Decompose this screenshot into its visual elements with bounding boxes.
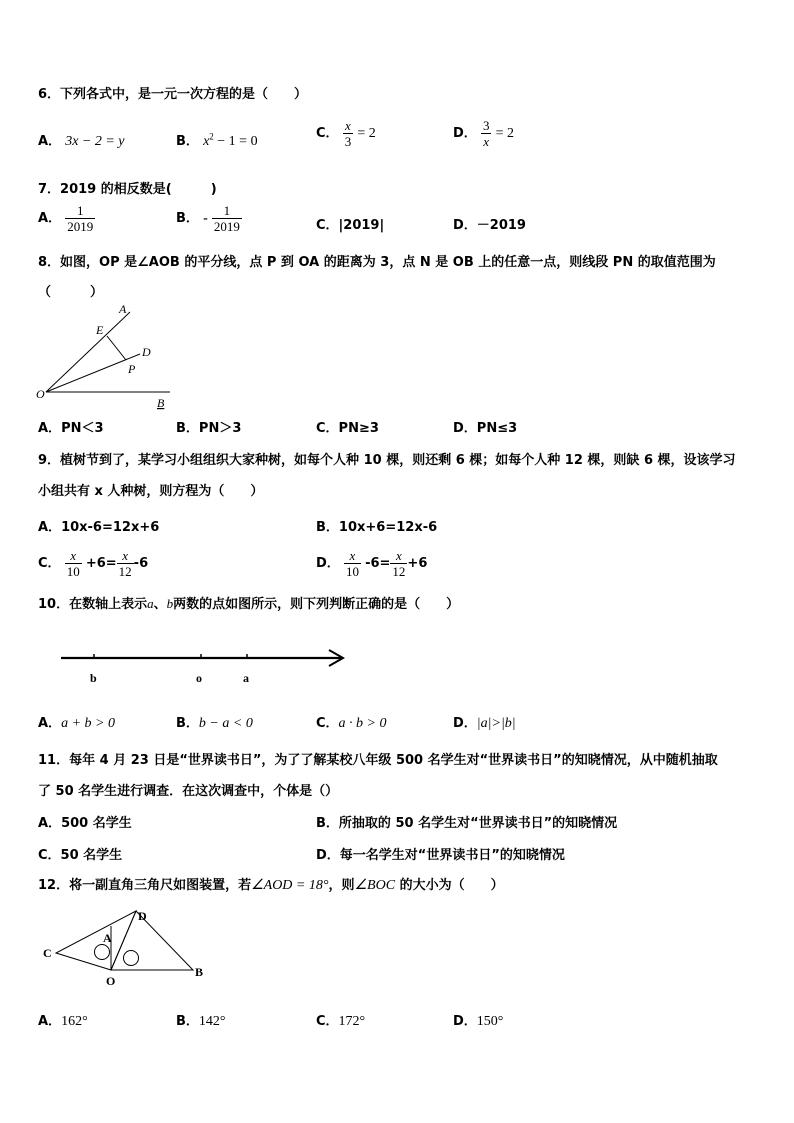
equation-mid: +6= [85, 556, 117, 571]
q6-stem: 6．下列各式中，是一元一次方程的是（ ） [38, 87, 308, 102]
equation-rest: − 1 = 0 [213, 134, 258, 149]
q7-option-a[interactable] [38, 203, 95, 234]
q8-stem: 8．如图，OP 是∠AOB 的平分线，点 P 到 OA 的距离为 3，点 N 是 OB 上的任意一点，则线段 PN 的取值范围为 [38, 255, 716, 270]
q7-option-b[interactable] [176, 203, 242, 234]
q10-option-d[interactable] [453, 712, 516, 732]
q8-option-b[interactable] [176, 417, 241, 436]
q7-option-d[interactable] [453, 214, 526, 233]
var-b: b [166, 596, 174, 611]
option-label: D． [316, 556, 340, 571]
q12-option-a[interactable] [38, 1010, 88, 1030]
q9-option-a[interactable] [38, 516, 159, 535]
target-angle: ∠BOC [354, 878, 396, 893]
fraction: $\frac{x}{12}$ [392, 548, 406, 579]
option-label: A． [38, 211, 62, 226]
stem-text: 两数的点如图所示，则下列判断正确的是（ ） [173, 597, 460, 612]
option-text: PN≥3 [338, 421, 379, 436]
option-label: A． [38, 1014, 62, 1029]
equation-tail: +6 [407, 556, 428, 571]
option-label: A． [38, 520, 62, 535]
q9-option-d[interactable] [316, 548, 427, 579]
label-o: O [36, 387, 45, 401]
option-text: b − a < 0 [198, 716, 253, 731]
option-label: A． [38, 716, 62, 731]
option-label: D． [453, 421, 477, 436]
option-text: 500 名学生 [61, 816, 132, 831]
q12-option-d[interactable] [453, 1010, 503, 1030]
label-b: b [90, 671, 97, 685]
stem-text: 10．在数轴上表示 [38, 597, 148, 612]
option-text: 162° [61, 1014, 88, 1029]
q7-option-c[interactable] [316, 214, 384, 233]
option-label: B． [176, 134, 199, 149]
option-label: A． [38, 816, 62, 831]
q8-stem-cont: （ ） [38, 285, 104, 300]
q11-option-c[interactable] [38, 844, 122, 863]
q12-option-c[interactable] [316, 1010, 365, 1030]
stem-text: ，则 [328, 878, 355, 893]
stem-text: 12．将一副直角三角尺如图装置，若 [38, 878, 252, 893]
option-text: 172° [338, 1014, 366, 1029]
separator: 、 [153, 597, 167, 612]
label-c: C [43, 946, 52, 960]
q8-option-a[interactable] [38, 417, 104, 436]
q8-angle-figure [34, 300, 174, 412]
q11-option-d[interactable] [316, 844, 565, 863]
option-label: C． [316, 1014, 339, 1029]
fraction: $\frac{x}{12}$ [118, 548, 132, 579]
variable: x [203, 134, 210, 149]
option-text: 10x-6=12x+6 [61, 520, 160, 535]
q8-option-c[interactable] [316, 417, 379, 436]
equation-tail: -6 [133, 556, 149, 571]
triangle-dob [111, 911, 193, 970]
option-text: a + b > 0 [61, 716, 115, 731]
option-text: |2019| [338, 218, 385, 233]
exponent: 2 [209, 131, 214, 142]
q10-option-c[interactable] [316, 712, 387, 732]
option-text: a · b > 0 [338, 716, 387, 731]
option-text: 142° [198, 1014, 226, 1029]
option-label: D． [316, 848, 340, 863]
fraction: $\frac{x}{10}$ [345, 548, 359, 579]
label-b: B [157, 396, 165, 410]
condition: ∠AOD = 18° [251, 878, 329, 893]
q10-stem [38, 593, 459, 612]
stem-text: 的大小为（ ） [395, 878, 504, 893]
option-label: D． [453, 218, 477, 233]
q6-option-d[interactable] [453, 118, 514, 149]
minus-sign: - [203, 211, 208, 226]
option-text: 150° [476, 1014, 504, 1029]
equation-rest: = 2 [495, 126, 514, 141]
q9-option-b[interactable] [316, 516, 437, 535]
option-label: C． [316, 716, 339, 731]
option-text: PN＞3 [198, 421, 242, 436]
q6-option-a[interactable] [38, 130, 125, 150]
q11-option-a[interactable] [38, 812, 132, 831]
ray-oa [46, 312, 130, 392]
fraction: $\frac{1}{2019}$ [213, 203, 240, 234]
option-text: 每一名学生对“世界读书日”的知晓情况 [339, 848, 565, 863]
q11-stem: 11．每年 4 月 23 日是“世界读书日”，为了了解某校八年级 500 名学生对“世界读书日”的知晓情况，从中随机抽取 [38, 753, 718, 768]
var-a: a [147, 596, 154, 611]
option-label: D． [453, 126, 477, 141]
fraction: $\frac{1}{2019}$ [67, 203, 94, 234]
equation-mid: -6= [365, 556, 391, 571]
q10-option-a[interactable] [38, 712, 115, 732]
hole-right [124, 951, 139, 966]
q6-option-c[interactable] [316, 118, 376, 149]
label-o: O [106, 974, 116, 988]
option-label: B． [316, 520, 339, 535]
option-label: C． [38, 556, 61, 571]
option-label: B． [176, 1014, 199, 1029]
option-text: 50 名学生 [60, 848, 123, 863]
q10-option-b[interactable] [176, 712, 253, 732]
option-label: B． [176, 211, 199, 226]
option-label: C． [316, 126, 339, 141]
q11-option-b[interactable] [316, 812, 617, 831]
option-label: C． [38, 848, 61, 863]
label-a: A [103, 931, 112, 945]
label-a: A [119, 302, 127, 316]
q7-stem: 7．2019 的相反数是( ) [38, 182, 217, 197]
q12-set-squares-figure [38, 906, 213, 990]
fraction: $\frac{x}{3}$ [344, 118, 352, 149]
label-d: D [138, 909, 147, 923]
equation-rest: = 2 [357, 126, 376, 141]
option-text: PN＜3 [61, 421, 104, 436]
option-label: D． [453, 716, 477, 731]
q10-number-line [55, 645, 355, 690]
option-text: 所抽取的 50 名学生对“世界读书日”的知晓情况 [338, 816, 618, 831]
equation: 3x − 2 = y [65, 134, 125, 149]
option-label: C． [316, 218, 339, 233]
q9-option-c[interactable] [38, 548, 148, 579]
fraction: $\frac{3}{x}$ [482, 118, 490, 149]
q9-stem-cont: 小组共有 x 人种树，则方程为（ ） [38, 484, 264, 499]
q8-option-d[interactable] [453, 417, 517, 436]
option-label: C． [316, 421, 339, 436]
option-label: B． [176, 421, 199, 436]
label-b: B [195, 965, 204, 979]
option-text: |a|>|b| [476, 716, 516, 731]
label-a: a [243, 671, 249, 685]
q11-stem-cont: 了 50 名学生进行调查．在这次调查中，个体是（） [38, 784, 339, 799]
option-text: －2019 [476, 218, 526, 233]
q12-stem [38, 874, 504, 894]
option-label: A． [38, 134, 62, 149]
option-label: A． [38, 421, 62, 436]
label-e: E [96, 323, 104, 337]
option-label: B． [176, 716, 199, 731]
fraction: $\frac{x}{10}$ [66, 548, 80, 579]
label-p: P [128, 362, 136, 376]
perpendicular-pe [107, 336, 126, 360]
hole-left [95, 945, 110, 960]
q6-option-b[interactable] [176, 130, 258, 150]
label-d: D [142, 345, 151, 359]
option-text: PN≤3 [476, 421, 518, 436]
option-label: B． [316, 816, 339, 831]
q12-option-b[interactable] [176, 1010, 226, 1030]
label-o: o [196, 671, 202, 685]
option-text: 10x+6=12x-6 [338, 520, 438, 535]
q9-stem: 9．植树节到了，某学习小组组织大家种树，如每个人种 10 棵，则还剩 6 棵；如每个人种 12 棵，则缺 6 棵，设该学习 [38, 453, 736, 468]
option-label: D． [453, 1014, 477, 1029]
